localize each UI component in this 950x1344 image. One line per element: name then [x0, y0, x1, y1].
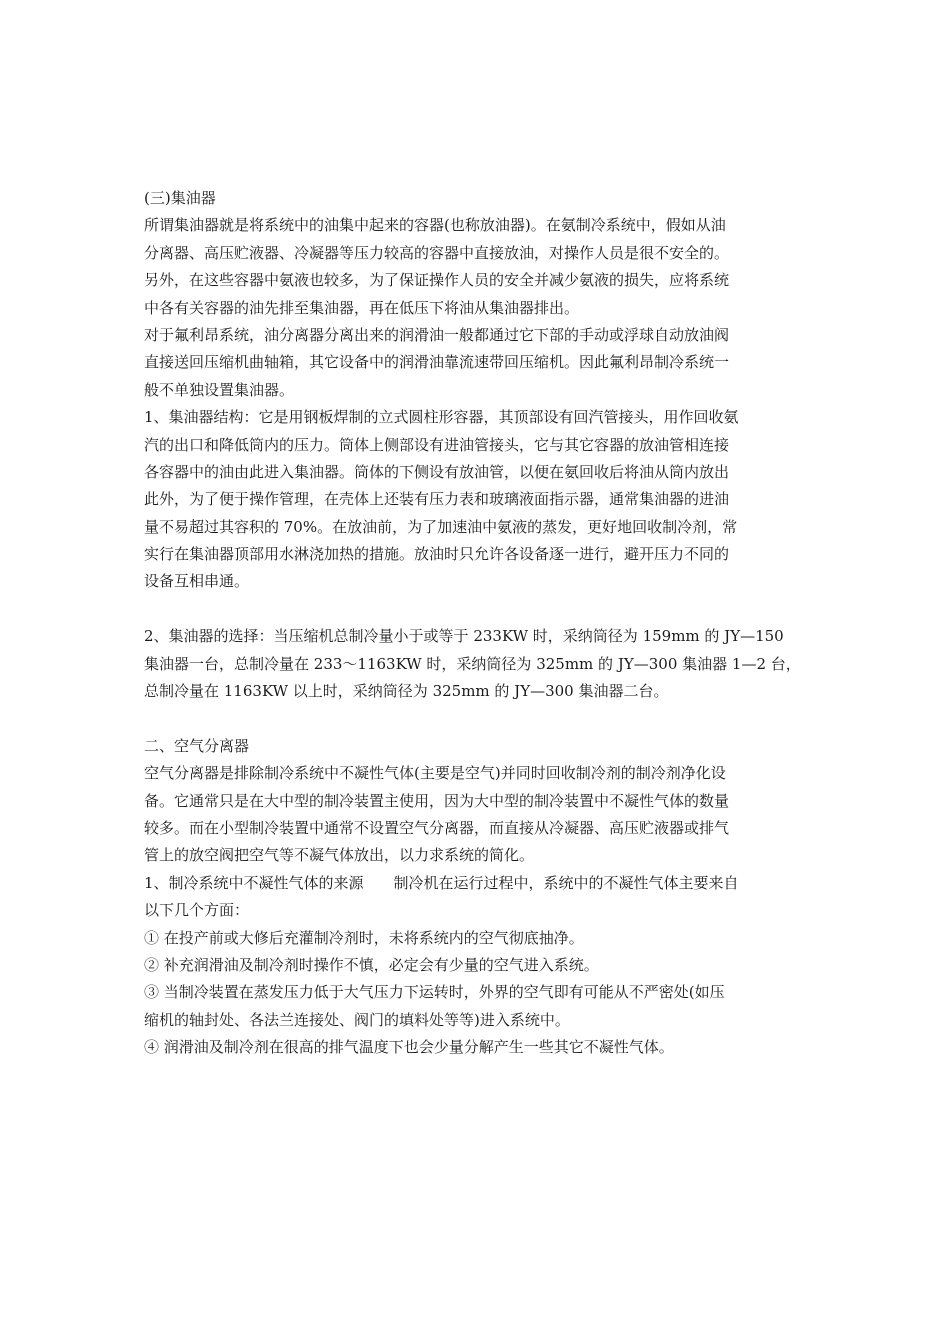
paragraph-line: 实行在集油器顶部用水淋浇加热的措施。放油时只允许各设备逐一进行，避开压力不同的 [144, 545, 730, 564]
paragraph-line: 汽的出口和降低筒内的压力。筒体上侧部设有进油管接头，它与其它容器的放油管相连接 [144, 435, 730, 454]
blank-line [144, 705, 814, 732]
paragraph-line: 设备互相串通。 [144, 572, 250, 591]
list-item: ④ 润滑油及制冷剂在很高的排气温度下也会少量分解产生一些其它不凝性气体。 [144, 1038, 674, 1057]
section-heading-air-separator: 二、空气分离器 [144, 736, 250, 755]
list-item: ① 在投产前或大修后充灌制冷剂时，未将系统内的空气彻底抽净。 [144, 928, 584, 947]
paragraph-line: 总制冷量在 1163KW 以上时，采纳筒径为 325mm 的 JY—300 集油器二台。 [144, 682, 669, 701]
paragraph-line: 各容器中的油由此进入集油器。筒体的下侧设有放油管，以便在氨回收后将油从筒内放出 [144, 462, 730, 481]
paragraph-line: 1、制冷系统中不凝性气体的来源 制冷机在运行过程中，系统中的不凝性气体主要来自 [144, 873, 739, 892]
paragraph-line: 另外，在这些容器中氨液也较多，为了保证操作人员的安全并减少氨液的损失，应将系统 [144, 271, 730, 290]
paragraph-line: 集油器一台，总制冷量在 233～1163KW 时，采纳筒径为 325mm 的 JY—300 集油器 1—2 台， [144, 654, 801, 673]
section-heading-oil-collector: (三)集油器 [144, 189, 216, 207]
paragraph-line: 管上的放空阀把空气等不凝气体放出，以力求系统的简化。 [144, 846, 535, 865]
paragraph-line: 般不单独设置集油器。 [144, 380, 295, 399]
paragraph-line: 以下几个方面： [144, 901, 250, 920]
paragraph-line: 对于氟利昂系统，油分离器分离出来的润滑油一般都通过它下部的手动或浮球自动放油阀 [144, 325, 730, 344]
paragraph-line: 此外，为了便于操作管理，在壳体上还装有压力表和玻璃液面指示器，通常集油器的进油 [144, 490, 730, 509]
list-item: ② 补充润滑油及制冷剂时操作不慎，必定会有少量的空气进入系统。 [144, 955, 599, 974]
list-item-continuation: 缩机的轴封处、各法兰连接处、阀门的填料处等等)进入系统中。 [144, 1010, 570, 1029]
paragraph-line: 量不易超过其容积的 70%。在放油前，为了加速油中氨液的蒸发，更好地回收制冷剂，常 [144, 517, 738, 536]
blank-line [144, 596, 814, 623]
document-body [144, 185, 814, 1062]
paragraph-line: 2、集油器的选择：当压缩机总制冷量小于或等于 233KW 时，采纳筒径为 159mm 的 JY—150 [144, 627, 784, 646]
paragraph-line: 1、集油器结构：它是用钢板焊制的立式圆柱形容器，其顶部设有回汽管接头，用作回收氨 [144, 408, 739, 427]
paragraph-line: 较多。而在小型制冷装置中通常不设置空气分离器，而直接从冷凝器、高压贮液器或排气 [144, 818, 730, 837]
paragraph-line: 直接送回压缩机曲轴箱，其它设备中的润滑油靠流速带回压缩机。因此氟利昂制冷系统一 [144, 353, 730, 372]
paragraph-line: 所谓集油器就是将系统中的油集中起来的容器(也称放油器)。在氨制冷系统中，假如从油 [144, 216, 726, 235]
list-item: ③ 当制冷装置在蒸发压力低于大气压力下运转时，外界的空气即有可能从不严密处(如压 [144, 983, 725, 1002]
paragraph-line: 备。它通常只是在大中型的制冷装置主使用，因为大中型的制冷装置中不凝性气体的数量 [144, 791, 730, 810]
paragraph-line: 空气分离器是排除制冷系统中不凝性气体(主要是空气)并同时回收制冷剂的制冷剂净化设 [144, 764, 726, 783]
paragraph-line: 中各有关容器的油先排至集油器，再在低压下将油从集油器排出。 [144, 298, 580, 317]
paragraph-line: 分离器、高压贮液器、冷凝器等压力较高的容器中直接放油，对操作人员是很不安全的。 [144, 243, 730, 262]
